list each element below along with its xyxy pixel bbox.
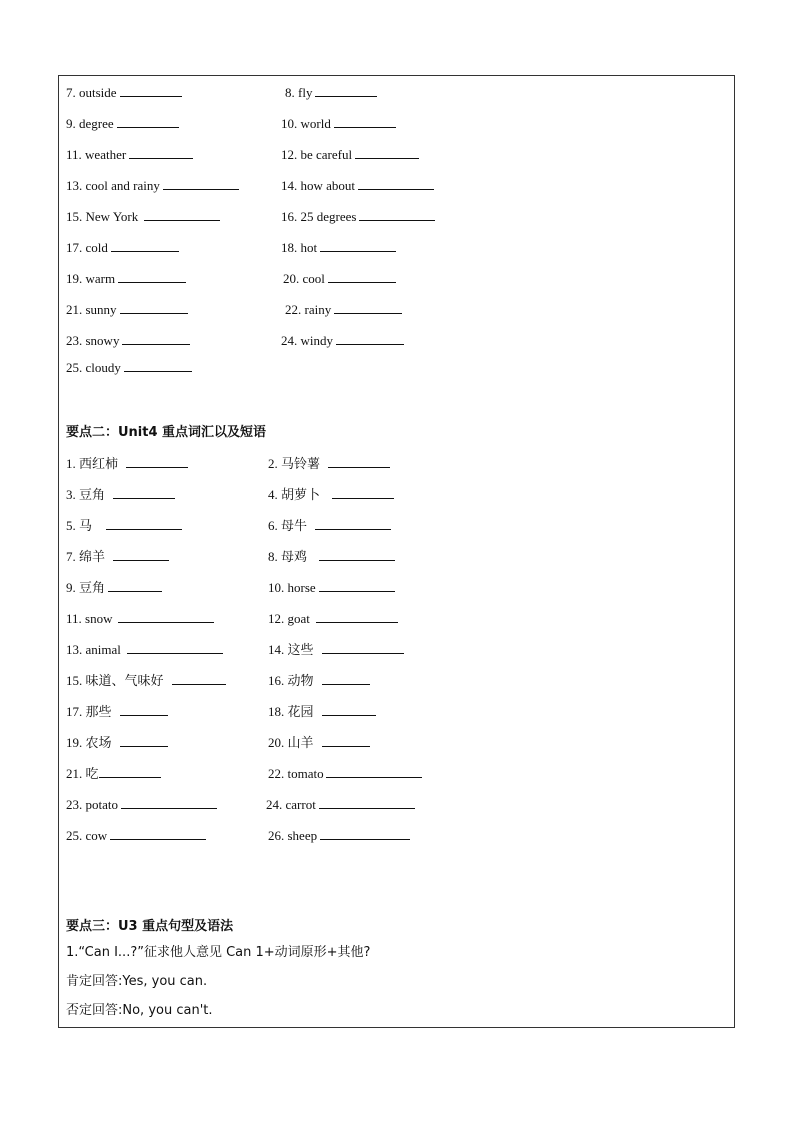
item-word: 马 xyxy=(79,519,93,534)
vocab-item xyxy=(281,238,396,258)
vocab-row xyxy=(59,176,734,196)
vocab-row xyxy=(59,145,734,165)
item-word: 动物 xyxy=(287,674,314,689)
vocab-item xyxy=(66,547,169,568)
answer-blank[interactable] xyxy=(110,826,206,840)
item-word: outside xyxy=(79,85,117,100)
item-word: weather xyxy=(85,147,127,162)
answer-blank[interactable] xyxy=(322,640,404,654)
answer-blank[interactable] xyxy=(319,578,395,592)
vocab-item xyxy=(281,145,419,165)
vocab-item xyxy=(268,640,404,661)
answer-blank[interactable] xyxy=(326,764,422,778)
vocab-row xyxy=(59,702,734,722)
vocab-item xyxy=(281,176,434,196)
answer-blank[interactable] xyxy=(118,269,186,283)
vocab-row xyxy=(59,764,734,784)
item-word: 绵羊 xyxy=(79,550,106,565)
item-word: 豆角 xyxy=(79,581,106,596)
vocab-row xyxy=(59,454,734,474)
item-number: 10. xyxy=(268,580,285,595)
vocab-row xyxy=(59,826,734,846)
vocab-item xyxy=(66,485,175,506)
item-word: 母牛 xyxy=(281,519,308,534)
item-word: 豆角 xyxy=(79,488,106,503)
vocab-item xyxy=(66,358,192,378)
item-word: how about xyxy=(300,178,356,193)
answer-blank[interactable] xyxy=(319,795,415,809)
item-number: 15. xyxy=(66,673,83,688)
item-word: 胡萝卜 xyxy=(281,488,321,503)
vocab-item xyxy=(268,609,398,629)
vocab-item xyxy=(268,547,395,568)
vocab-row xyxy=(59,640,734,660)
vocab-item xyxy=(66,640,223,660)
vocab-item xyxy=(268,702,376,723)
vocab-row xyxy=(59,331,734,351)
answer-blank[interactable] xyxy=(111,238,179,252)
item-number: 12. xyxy=(268,611,285,626)
answer-blank[interactable] xyxy=(120,83,182,97)
vocab-item xyxy=(66,795,217,815)
answer-blank[interactable] xyxy=(172,671,226,685)
vocab-row xyxy=(59,485,734,505)
item-number: 24. xyxy=(281,333,298,348)
item-number: 11. xyxy=(66,147,82,162)
vocab-item xyxy=(66,300,188,320)
vocab-item xyxy=(268,516,391,537)
item-number: 20. xyxy=(268,735,285,750)
item-number: 9. xyxy=(66,580,76,595)
item-word: snow xyxy=(85,611,113,626)
answer-blank[interactable] xyxy=(322,702,376,716)
answer-blank[interactable] xyxy=(117,114,179,128)
answer-blank[interactable] xyxy=(316,609,398,623)
item-number: 14. xyxy=(268,642,285,657)
item-number: 8. xyxy=(285,85,295,100)
item-word: goat xyxy=(287,611,310,626)
answer-blank[interactable] xyxy=(334,300,402,314)
vocab-item xyxy=(283,269,396,289)
item-number: 16. xyxy=(268,673,285,688)
vocab-item xyxy=(66,207,220,227)
answer-blank[interactable] xyxy=(120,702,168,716)
item-word: 吃 xyxy=(85,767,99,782)
item-word: 西红柿 xyxy=(79,457,119,472)
item-word: cool and rainy xyxy=(85,178,160,193)
answer-blank[interactable] xyxy=(322,671,370,685)
item-number: 2. xyxy=(268,456,278,471)
answer-blank[interactable] xyxy=(129,145,193,159)
item-word: 花园 xyxy=(287,705,314,720)
vocab-row xyxy=(59,733,734,753)
vocab-row xyxy=(59,671,734,691)
answer-blank[interactable] xyxy=(359,207,435,221)
item-word: 那些 xyxy=(85,705,112,720)
vocab-item xyxy=(268,764,422,784)
item-word: horse xyxy=(287,580,316,595)
item-number: 24. xyxy=(266,797,283,812)
answer-blank[interactable] xyxy=(355,145,419,159)
item-number: 23. xyxy=(66,797,83,812)
answer-blank[interactable] xyxy=(127,640,223,654)
answer-blank[interactable] xyxy=(122,331,190,345)
vocab-row xyxy=(59,795,734,815)
vocab-row xyxy=(59,114,734,134)
answer-blank[interactable] xyxy=(328,454,390,468)
item-word: cow xyxy=(85,828,108,843)
answer-blank[interactable] xyxy=(106,516,182,530)
vocab-item xyxy=(268,733,370,754)
item-number: 13. xyxy=(66,178,83,193)
item-number: 21. xyxy=(66,302,83,317)
vocab-row xyxy=(59,269,734,289)
item-number: 16. xyxy=(281,209,298,224)
item-number: 5. xyxy=(66,518,76,533)
vocab-item xyxy=(285,83,377,103)
item-word: warm xyxy=(85,271,116,286)
answer-blank[interactable] xyxy=(99,764,161,778)
item-word: be careful xyxy=(300,147,353,162)
vocab-item xyxy=(66,238,179,258)
item-word: sheep xyxy=(287,828,318,843)
vocab-row xyxy=(59,83,734,103)
item-number: 11. xyxy=(66,611,82,626)
vocab-row xyxy=(59,609,734,629)
vocab-item xyxy=(268,671,370,692)
item-number: 22. xyxy=(268,766,285,781)
vocab-row xyxy=(59,547,734,567)
vocab-item xyxy=(66,454,188,475)
vocab-item xyxy=(266,795,415,815)
item-number: 23. xyxy=(66,333,83,348)
answer-blank[interactable] xyxy=(315,516,391,530)
section-heading: 要点二：Unit4 重点词汇以及短语 xyxy=(66,425,267,440)
item-number: 1. xyxy=(66,456,76,471)
item-number: 21. xyxy=(66,766,83,781)
item-number: 18. xyxy=(281,240,298,255)
vocab-row xyxy=(59,238,734,258)
item-number: 17. xyxy=(66,240,83,255)
item-number: 7. xyxy=(66,85,76,100)
answer-blank[interactable] xyxy=(144,207,220,221)
item-number: 25. xyxy=(66,360,83,375)
vocab-item xyxy=(268,578,395,598)
answer-blank[interactable] xyxy=(113,485,175,499)
answer-blank[interactable] xyxy=(358,176,434,190)
answer-blank[interactable] xyxy=(328,269,396,283)
item-number: 7. xyxy=(66,549,76,564)
item-word: world xyxy=(300,116,331,131)
answer-blank[interactable] xyxy=(126,454,188,468)
item-word: potato xyxy=(85,797,118,812)
vocab-row xyxy=(59,578,734,598)
grammar-line: 1.“Can I...?”征求他人意见 Can 1+动词原形+其他? xyxy=(66,945,371,960)
item-word: snowy xyxy=(85,333,120,348)
item-word: carrot xyxy=(285,797,316,812)
item-number: 26. xyxy=(268,828,285,843)
vocab-item xyxy=(66,331,190,351)
vocab-item xyxy=(66,609,214,629)
answer-blank[interactable] xyxy=(118,609,214,623)
vocab-row xyxy=(59,516,734,536)
item-number: 10. xyxy=(281,116,298,131)
item-word: 母鸡 xyxy=(281,550,308,565)
vocab-item xyxy=(66,145,193,165)
item-word: animal xyxy=(85,642,121,657)
answer-blank[interactable] xyxy=(120,300,188,314)
item-word: tomato xyxy=(287,766,324,781)
vocab-row xyxy=(59,358,734,378)
vocab-item xyxy=(285,300,402,320)
vocab-item xyxy=(281,207,435,227)
answer-blank[interactable] xyxy=(319,547,395,561)
vocab-item xyxy=(66,114,179,134)
item-word: fly xyxy=(298,85,313,100)
answer-blank[interactable] xyxy=(108,578,162,592)
vocab-item xyxy=(66,269,186,289)
section-heading: 要点三：U3 重点句型及语法 xyxy=(66,919,234,934)
item-number: 9. xyxy=(66,116,76,131)
item-word: 马铃薯 xyxy=(281,457,321,472)
item-number: 20. xyxy=(283,271,300,286)
answer-blank[interactable] xyxy=(120,733,168,747)
item-word: cold xyxy=(85,240,108,255)
item-number: 22. xyxy=(285,302,302,317)
vocab-item xyxy=(268,485,394,506)
answer-blank[interactable] xyxy=(121,795,217,809)
answer-blank[interactable] xyxy=(320,826,410,840)
item-word: 味道、气味好 xyxy=(85,674,164,689)
item-number: 18. xyxy=(268,704,285,719)
answer-blank[interactable] xyxy=(336,331,404,345)
grammar-line: 否定回答:No, you can't. xyxy=(66,1003,213,1018)
item-word: 农场 xyxy=(85,736,112,751)
vocab-item xyxy=(268,454,390,475)
answer-blank[interactable] xyxy=(322,733,370,747)
answer-blank[interactable] xyxy=(113,547,169,561)
item-word: cool xyxy=(302,271,325,286)
item-word: New York xyxy=(85,209,139,224)
vocab-item xyxy=(66,578,162,599)
vocab-item xyxy=(281,114,396,134)
item-word: 山羊 xyxy=(287,736,314,751)
item-word: cloudy xyxy=(85,360,121,375)
vocab-item xyxy=(66,516,182,537)
vocab-item xyxy=(66,702,168,723)
answer-blank[interactable] xyxy=(124,358,192,372)
item-number: 12. xyxy=(281,147,298,162)
item-number: 25. xyxy=(66,828,83,843)
item-word: sunny xyxy=(85,302,117,317)
answer-blank[interactable] xyxy=(334,114,396,128)
item-number: 15. xyxy=(66,209,83,224)
item-word: 这些 xyxy=(287,643,314,658)
item-word: hot xyxy=(300,240,318,255)
item-number: 14. xyxy=(281,178,298,193)
vocab-item xyxy=(281,331,404,351)
item-number: 17. xyxy=(66,704,83,719)
item-number: 3. xyxy=(66,487,76,502)
item-word: 25 degrees xyxy=(300,209,357,224)
vocab-item xyxy=(66,83,182,103)
item-number: 19. xyxy=(66,271,83,286)
answer-blank[interactable] xyxy=(163,176,239,190)
vocab-item xyxy=(66,671,226,692)
vocab-item xyxy=(66,176,239,196)
item-word: degree xyxy=(79,116,114,131)
item-number: 4. xyxy=(268,487,278,502)
item-number: 8. xyxy=(268,549,278,564)
item-number: 13. xyxy=(66,642,83,657)
answer-blank[interactable] xyxy=(320,238,396,252)
answer-blank[interactable] xyxy=(315,83,377,97)
grammar-line: 肯定回答:Yes, you can. xyxy=(66,974,208,989)
vocab-item xyxy=(268,826,410,846)
vocab-row xyxy=(59,300,734,320)
item-word: windy xyxy=(300,333,333,348)
vocab-item xyxy=(66,764,161,785)
item-number: 6. xyxy=(268,518,278,533)
item-word: rainy xyxy=(304,302,332,317)
vocab-row xyxy=(59,207,734,227)
vocab-item xyxy=(66,733,168,754)
item-number: 19. xyxy=(66,735,83,750)
vocab-item xyxy=(66,826,206,846)
answer-blank[interactable] xyxy=(332,485,394,499)
worksheet-frame xyxy=(58,75,735,1028)
